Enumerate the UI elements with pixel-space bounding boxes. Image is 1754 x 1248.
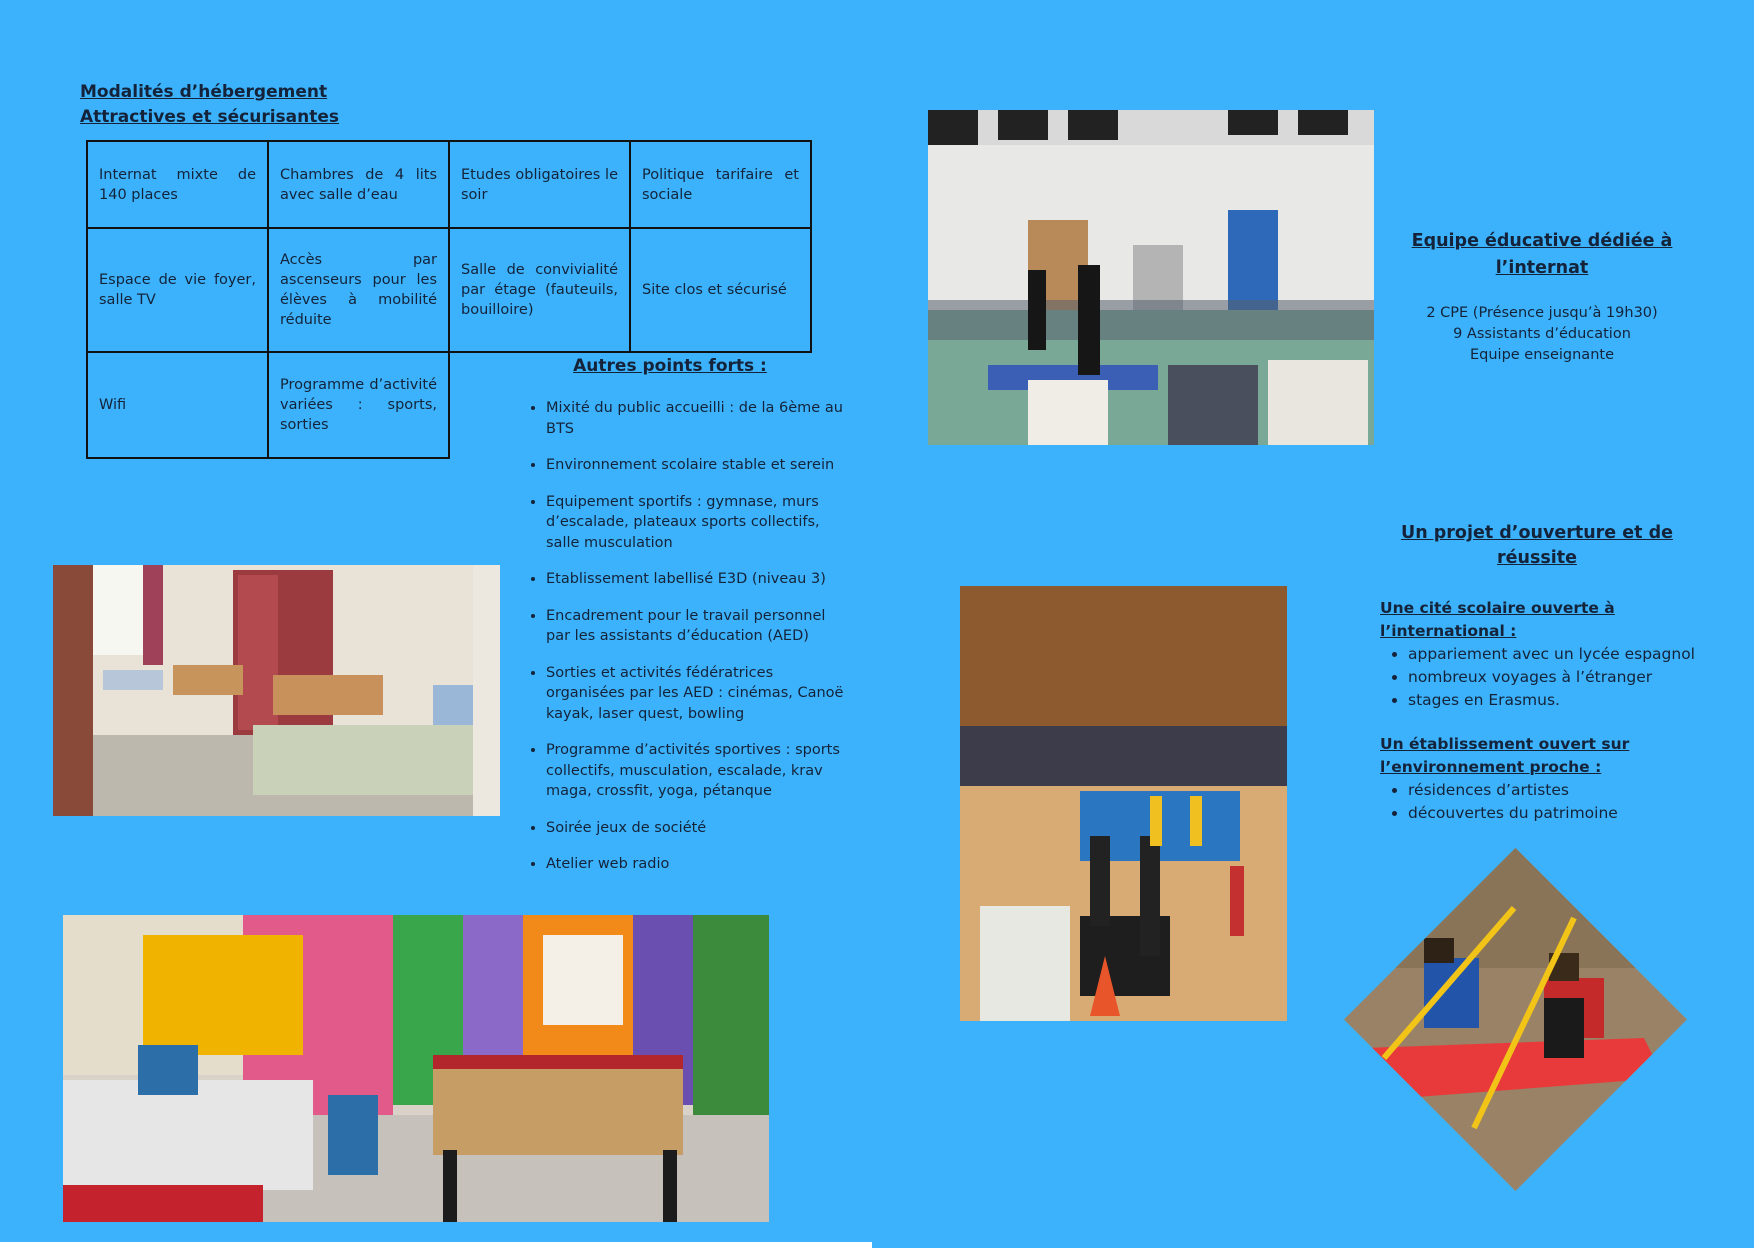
team-line: 9 Assistants d’éducation bbox=[1453, 326, 1631, 342]
list-item: • Encadrement pour le travail personnel par les assistants d’éducation (AED) bbox=[546, 606, 846, 647]
accommodation-title bbox=[80, 80, 339, 130]
table-cell: Accès par ascenseurs pour les élèves à mobilité réduite bbox=[268, 228, 449, 352]
table-cell: Site clos et sécurisé bbox=[630, 228, 811, 352]
project-title-line2: réussite bbox=[1496, 548, 1578, 568]
team-title-line2: l’internat bbox=[1495, 258, 1589, 278]
list-item: • Soirée jeux de société bbox=[546, 818, 846, 839]
bedroom-photo bbox=[53, 565, 500, 816]
table-cell: Programme d’activité variées : sports, sorties bbox=[268, 352, 449, 458]
strengths-title: Autres points forts : bbox=[573, 356, 767, 376]
games-room-photo bbox=[63, 915, 769, 1222]
team-title-line1: Equipe éducative dédiée à bbox=[1411, 231, 1673, 251]
list-item: • Atelier web radio bbox=[546, 854, 846, 875]
list-item: • Programme d’activités sportives : sports collectifs, musculation, escalade, krav maga, crossfit, yoga, pétanque bbox=[546, 740, 846, 802]
accommodation-title-line1: Modalités d’hébergement bbox=[80, 82, 328, 102]
list-item: • Sorties et activités fédératrices organisées par les AED : cinémas, Canoë kayak, laser quest, bowling bbox=[546, 663, 846, 725]
table-cell: Etudes obligatoires le soir bbox=[449, 141, 630, 228]
table-row bbox=[87, 228, 811, 352]
list-item: • Mixité du public accueilli : de la 6ème au BTS bbox=[546, 398, 846, 439]
table-cell: Internat mixte de 140 places bbox=[87, 141, 268, 228]
list-item: • résidences d’artistes bbox=[1408, 779, 1738, 802]
accommodation-title-line2: Attractives et sécurisantes bbox=[80, 107, 340, 127]
table-cell: Salle de convivialité par étage (fauteuils, bouilloire) bbox=[449, 228, 630, 352]
list-item: • nombreux voyages à l’étranger bbox=[1408, 666, 1738, 689]
strengths-list bbox=[520, 398, 846, 891]
project-title-line1: Un projet d’ouverture et de bbox=[1401, 523, 1673, 543]
page-edge-divider bbox=[0, 1242, 872, 1248]
team-title bbox=[1402, 228, 1682, 282]
international-heading-line2: l’international : bbox=[1380, 621, 1517, 640]
gymnasium-photo bbox=[928, 110, 1374, 445]
team-line: Equipe enseignante bbox=[1469, 347, 1614, 363]
list-item: • stages en Erasmus. bbox=[1408, 689, 1738, 712]
list-item: • Environnement scolaire stable et serein bbox=[546, 455, 846, 476]
environment-heading-line2: l’environnement proche : bbox=[1380, 757, 1602, 776]
environment-heading-line1: Un établissement ouvert sur bbox=[1380, 735, 1630, 753]
environment-list bbox=[1380, 779, 1738, 825]
table-row bbox=[87, 141, 811, 228]
table-cell: Espace de vie foyer, salle TV bbox=[87, 228, 268, 352]
list-item: • Equipement sportifs : gymnase, murs d’escalade, plateaux sports collectifs, salle musculation bbox=[546, 492, 846, 554]
table-cell: Wifi bbox=[87, 352, 268, 458]
project-title bbox=[1392, 521, 1682, 571]
list-item: • appariement avec un lycée espagnol bbox=[1408, 643, 1738, 666]
international-list bbox=[1380, 643, 1738, 712]
list-item: • découvertes du patrimoine bbox=[1408, 802, 1738, 825]
international-heading-line1: Une cité scolaire ouverte à bbox=[1380, 599, 1615, 617]
team-details bbox=[1402, 303, 1682, 366]
table-cell: Chambres de 4 lits avec salle d’eau bbox=[268, 141, 449, 228]
list-item: • Etablissement labellisé E3D (niveau 3) bbox=[546, 569, 846, 590]
environment-heading bbox=[1380, 733, 1640, 778]
kayak-photo bbox=[1344, 848, 1687, 1191]
basketball-photo bbox=[960, 586, 1287, 1021]
international-heading bbox=[1380, 597, 1640, 642]
table-cell: Politique tarifaire et sociale bbox=[630, 141, 811, 228]
team-line: 2 CPE (Présence jusqu’à 19h30) bbox=[1426, 305, 1658, 321]
